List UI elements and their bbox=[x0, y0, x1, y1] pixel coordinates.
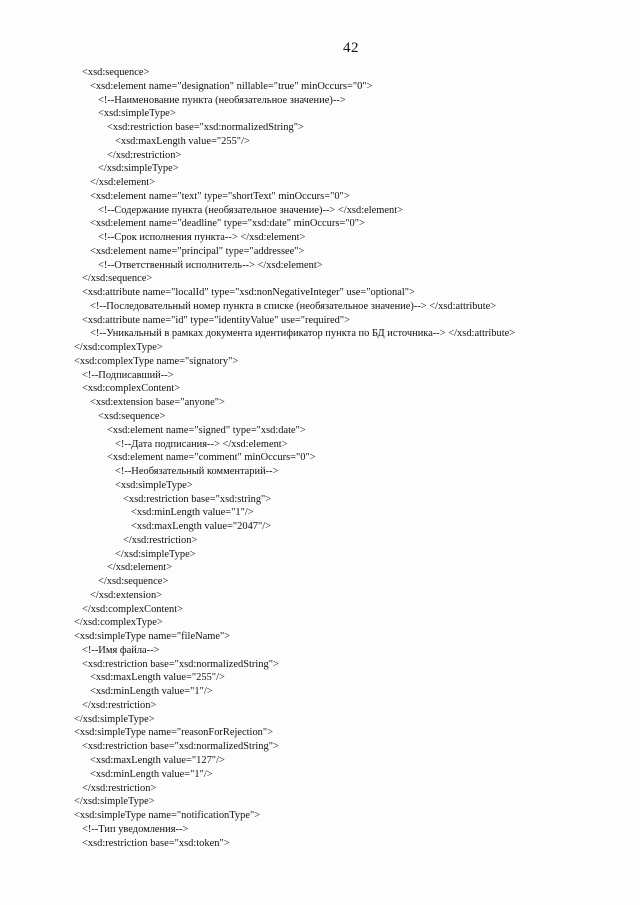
code-line: <!--Содержание пункта (необязательное значение)--> </xsd:element> bbox=[98, 204, 404, 216]
code-line: <!--Ответственный исполнитель--> </xsd:element> bbox=[98, 259, 324, 271]
code-line: <xsd:element name="comment" minOccurs="0"> bbox=[106, 452, 316, 464]
code-line: <xsd:maxLength value="127"/> bbox=[90, 755, 226, 766]
code-line: <xsd:element name="deadline" type="xsd:date" minOccurs="0"> bbox=[90, 218, 366, 230]
code-line: <xsd:complexContent> bbox=[82, 383, 181, 395]
code-line: <xsd:restriction base="xsd:string"> bbox=[123, 493, 272, 505]
code-line: </xsd:complexContent> bbox=[82, 603, 184, 615]
code-line: <xsd:complexType name="signatory"> bbox=[73, 355, 239, 367]
code-line: </xsd:element> bbox=[90, 177, 156, 189]
code-line: <xsd:restriction base="xsd:token"> bbox=[82, 837, 230, 849]
code-line: <xsd:simpleType name="fileName"> bbox=[73, 631, 230, 643]
code-line: <!--Тип уведомления--> bbox=[82, 823, 189, 835]
code-line: </xsd:sequence> bbox=[98, 576, 169, 588]
code-line: <xsd:restriction base="xsd:normalizedString"> bbox=[82, 741, 279, 753]
code-line: </xsd:simpleType> bbox=[114, 548, 196, 560]
code-line: <xsd:element name="principal" type="addressee"> bbox=[90, 245, 305, 257]
code-line: </xsd:restriction> bbox=[106, 149, 181, 161]
code-line: <!--Имя файла--> bbox=[82, 644, 160, 656]
code-line: </xsd:simpleType> bbox=[73, 713, 155, 725]
code-line: <xsd:simpleType name="notificationType"> bbox=[73, 810, 260, 822]
code-line: <!--Последовательный номер пункта в списке (необязательное значение)--> </xsd:attribute> bbox=[90, 300, 497, 312]
code-line: </xsd:complexType> bbox=[73, 617, 163, 629]
code-line: <xsd:restriction base="xsd:normalizedString"> bbox=[106, 122, 304, 134]
code-line: </xsd:complexType> bbox=[73, 342, 163, 354]
page-number: 42 bbox=[343, 40, 359, 56]
code-line: <xsd:element name="designation" nillable="true" minOccurs="0"> bbox=[90, 80, 373, 92]
code-line: <xsd:simpleType> bbox=[114, 479, 193, 491]
code-line: <xsd:sequence> bbox=[82, 67, 150, 78]
code-line: <xsd:simpleType> bbox=[98, 108, 177, 120]
code-line: <xsd:element name="signed" type="xsd:date"> bbox=[106, 424, 306, 436]
code-line: <xsd:maxLength value="2047"/> bbox=[131, 521, 272, 533]
code-line: </xsd:element> bbox=[106, 562, 172, 574]
code-line: <xsd:minLength value="1"/> bbox=[131, 507, 254, 519]
code-line: <!--Подписавший--> bbox=[82, 369, 174, 381]
code-line: </xsd:restriction> bbox=[123, 534, 198, 546]
code-line: <!--Срок исполнения пункта--> </xsd:element> bbox=[98, 232, 306, 244]
code-line: <xsd:simpleType name="reasonForRejection"> bbox=[73, 727, 273, 739]
code-line: <!--Наименование пункта (необязательное значение)--> bbox=[98, 94, 347, 106]
code-line: </xsd:extension> bbox=[90, 589, 163, 601]
code-line: </xsd:restriction> bbox=[82, 782, 157, 794]
code-line: <xsd:attribute name="localId" type="xsd:nonNegativeInteger" use="optional"> bbox=[82, 287, 415, 299]
code-line: <xsd:extension base="anyone"> bbox=[90, 397, 226, 409]
code-line: <!--Дата подписания--> </xsd:element> bbox=[114, 438, 288, 450]
code-line: </xsd:simpleType> bbox=[98, 163, 179, 175]
code-line: <xsd:maxLength value="255"/> bbox=[90, 672, 226, 684]
code-line: </xsd:simpleType> bbox=[73, 796, 155, 808]
code-line: <!--Необязательный комментарий--> bbox=[114, 466, 279, 478]
code-line: <xsd:minLength value="1"/> bbox=[90, 768, 213, 780]
code-line: </xsd:sequence> bbox=[82, 273, 153, 285]
code-line: <xsd:element name="text" type="shortText" minOccurs="0"> bbox=[90, 190, 350, 202]
code-line: <xsd:sequence> bbox=[98, 411, 166, 422]
code-line: <!--Уникальный в рамках документа идентификатор пункта по БД источника--> </xsd:attribute> bbox=[90, 328, 516, 340]
code-line: <xsd:minLength value="1"/> bbox=[90, 686, 213, 698]
code-line: </xsd:restriction> bbox=[82, 699, 157, 711]
code-line: <xsd:restriction base="xsd:normalizedString"> bbox=[82, 658, 279, 670]
code-line: <xsd:maxLength value="255"/> bbox=[114, 135, 250, 147]
code-line: <xsd:attribute name="id" type="identityValue" use="required"> bbox=[82, 314, 350, 326]
